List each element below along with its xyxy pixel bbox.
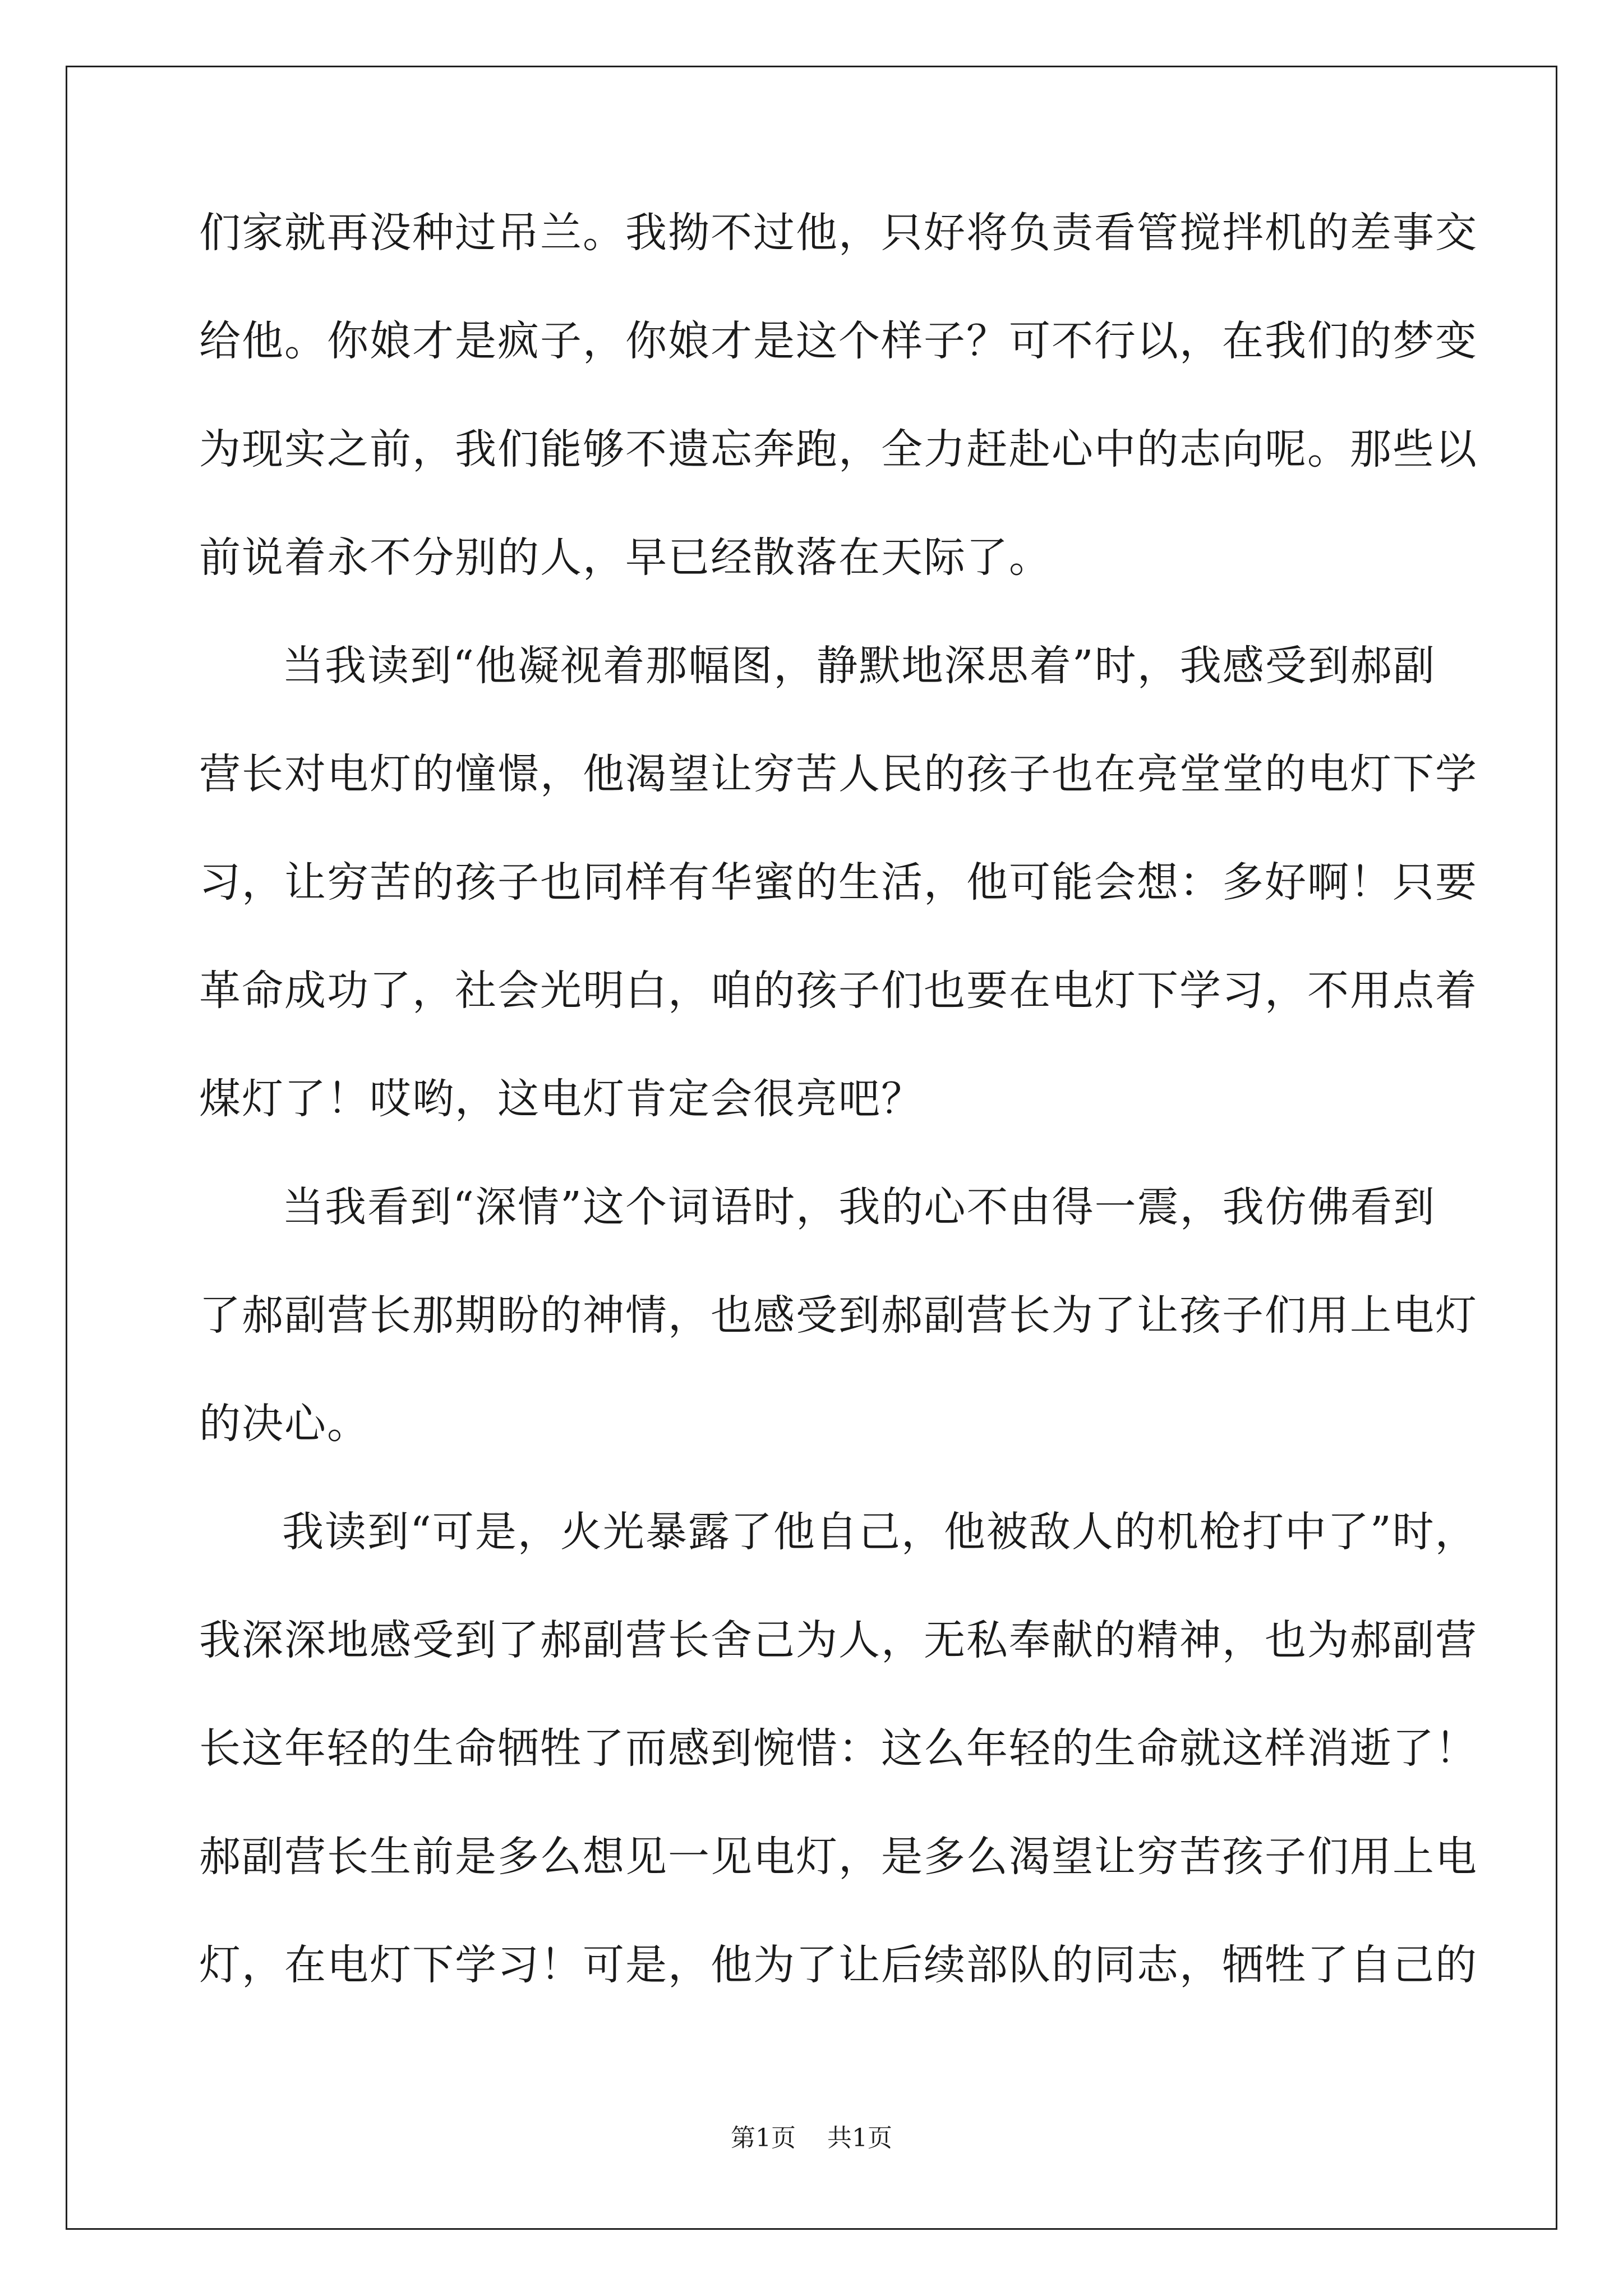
text-line: 革命成功了，社会光明白，咱的孩子们也要在电灯下学习，不用点着 [199, 967, 1478, 1015]
text-line: 为现实之前，我们能够不遗忘奔跑，全力赶赴心中的志向呢。那些以 [199, 425, 1478, 473]
text-line: 习，让穷苦的孩子也同样有华蜜的生活，他可能会想：多好啊！只要 [199, 858, 1478, 907]
text-line: 们家就再没种过吊兰。我拗不过他，只好将负责看管搅拌机的差事交 [199, 209, 1478, 257]
page-footer [0, 2122, 1623, 2155]
text-line: 我读到“可是，火光暴露了他自己，他被敌人的机枪打中了”时， [282, 1508, 1478, 1556]
text-line: 郝副营长生前是多么想见一见电灯，是多么渴望让穷苦孩子们用上电 [199, 1833, 1478, 1881]
text-line: 我深深地感受到了郝副营长舍己为人，无私奉献的精神，也为郝副营 [199, 1616, 1478, 1664]
text-line: 前说着永不分别的人，早已经散落在天际了。 [199, 533, 1052, 582]
page-number: 第1页 [731, 2124, 796, 2152]
document-body [199, 208, 1478, 2048]
text-line: 营长对电灯的憧憬，他渴望让穷苦人民的孩子也在亮堂堂的电灯下学 [199, 750, 1478, 798]
text-line: 给他。你娘才是疯子，你娘才是这个样子？可不行以，在我们的梦变 [199, 317, 1478, 365]
text-line: 长这年轻的生命牺牲了而感到惋惜：这么年轻的生命就这样消逝了！ [199, 1724, 1478, 1773]
text-line: 了郝副营长那期盼的神情，也感受到郝副营长为了让孩子们用上电灯 [199, 1291, 1478, 1340]
text-line: 当我读到“他凝视着那幅图，静默地深思着”时，我感受到郝副 [282, 642, 1436, 690]
text-line: 的决心。 [199, 1400, 370, 1448]
text-line: 灯，在电灯下学习！可是，他为了让后续部队的同志，牺牲了自己的 [199, 1941, 1478, 1989]
text-line: 当我看到“深情”这个词语时，我的心不由得一震，我仿佛看到 [282, 1183, 1436, 1231]
text-line: 煤灯了！哎哟，这电灯肯定会很亮吧？ [199, 1075, 924, 1123]
page-total: 共1页 [827, 2124, 892, 2152]
